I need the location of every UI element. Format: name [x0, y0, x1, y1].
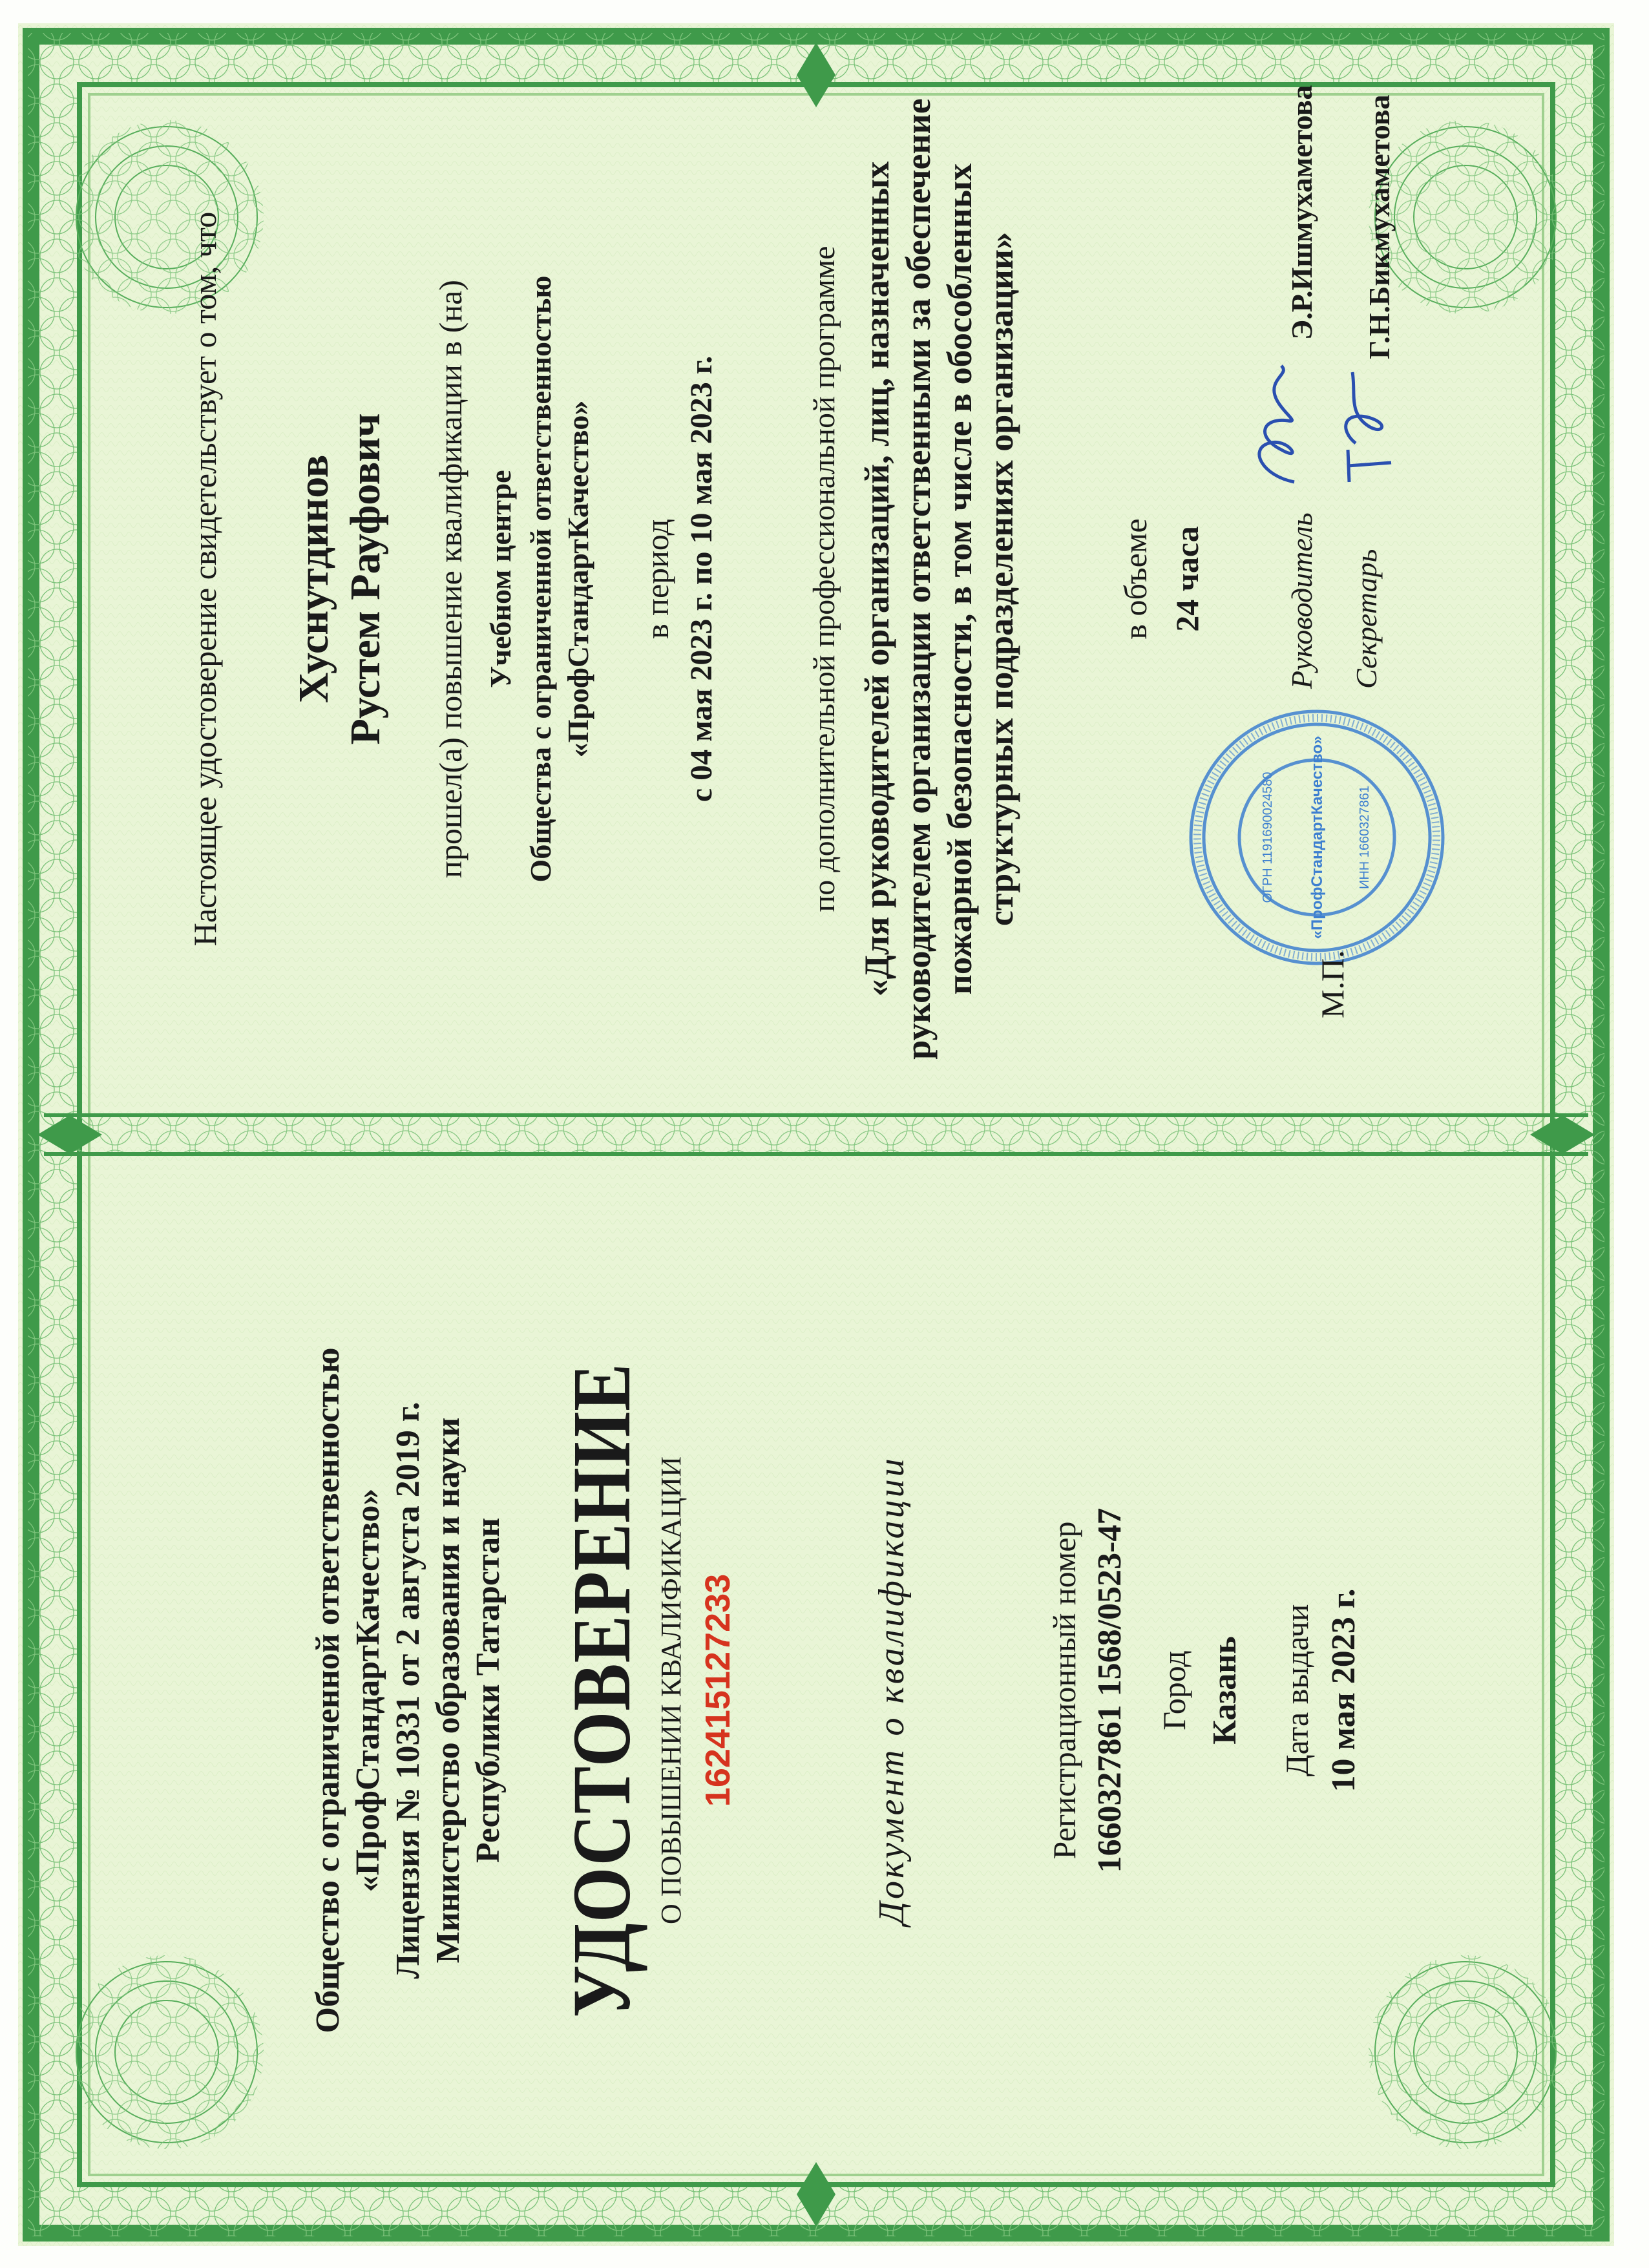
training-center-org: Общества с ограниченной ответственностью [524, 275, 557, 883]
volume-value: 24 часа [1169, 526, 1205, 632]
city-label: Город [1156, 1650, 1192, 1730]
head-signature [1243, 359, 1314, 488]
city-value: Казань [1206, 1636, 1243, 1745]
program-line: структурных подразделениях организации» [982, 231, 1020, 927]
left-panel [18, 1135, 1614, 2246]
certificate-content [18, 23, 1614, 2246]
holder-last-name: Хуснутдинов [290, 454, 337, 704]
document-number: 162415127233 [698, 1573, 737, 1807]
seal-place-label: М.П. [1314, 950, 1350, 1018]
document-subtitle: О ПОВЫШЕНИИ КВАЛИФИКАЦИИ [655, 1456, 687, 1924]
program-label: по дополнительной профессиональной программе [807, 246, 841, 912]
training-center-quote: «ПрофСтандартКачество» [562, 400, 594, 758]
license-line: Лицензия № 10331 от 2 августа 2019 г. [390, 1402, 426, 1979]
republic-line: Республики Татарстан [470, 1517, 507, 1864]
intro-text: Настоящее удостоверение свидетельствует о том, что [187, 211, 223, 947]
stamp-center-text: «ПрофСтандартКачество» [1308, 735, 1326, 940]
issue-date-value: 10 мая 2023 г. [1325, 1588, 1362, 1792]
registration-label: Регистрационный номер [1046, 1521, 1082, 1860]
right-panel [18, 23, 1614, 1135]
issuer-org-quote: «ПрофСтандартКачество» [350, 1488, 386, 1893]
holder-first-name: Рустем Рауфович [342, 413, 389, 745]
certificate-sheet [18, 23, 1614, 2246]
passed-text: прошел(а) повышение квалификации в (на) [432, 280, 468, 878]
secretary-role: Секретарь [1350, 549, 1383, 689]
issue-date-label: Дата выдачи [1279, 1604, 1315, 1777]
issuer-org-name: Общество с ограниченной ответственностью [310, 1347, 346, 2033]
document-type: Документ о квалификации [872, 1456, 912, 1925]
program-line: «Для руководителей организаций, лиц, назначенных [857, 161, 896, 997]
stamp-ogrn: ОГРН 1191690024580 [1261, 772, 1275, 903]
registration-number: 1660327861 1568/0523-47 [1091, 1507, 1128, 1873]
organization-stamp [1181, 702, 1453, 973]
period-label: в период [639, 519, 675, 639]
secretary-name: Г.Н.Бикмухаметова [1363, 94, 1396, 359]
ministry-line: Министерство образования и науки [430, 1417, 467, 1964]
period-dates: с 04 мая 2023 г. по 10 мая 2023 г. [684, 355, 719, 803]
stamp-inn: ИНН 1660327861 [1358, 785, 1372, 890]
head-name: Э.Р.Ишмухаметова [1285, 85, 1318, 340]
program-line: пожарной безопасности, в том числе в обособленных [940, 163, 979, 995]
volume-label: в объеме [1117, 518, 1153, 640]
head-role: Руководитель [1285, 512, 1318, 689]
program-line: руководителем организации ответственными за обеспечение [899, 98, 938, 1060]
document-title: УДОСТОВЕРЕНИЕ [556, 1363, 647, 2018]
secretary-signature [1330, 359, 1401, 488]
training-center: Учебном центре [484, 470, 517, 688]
